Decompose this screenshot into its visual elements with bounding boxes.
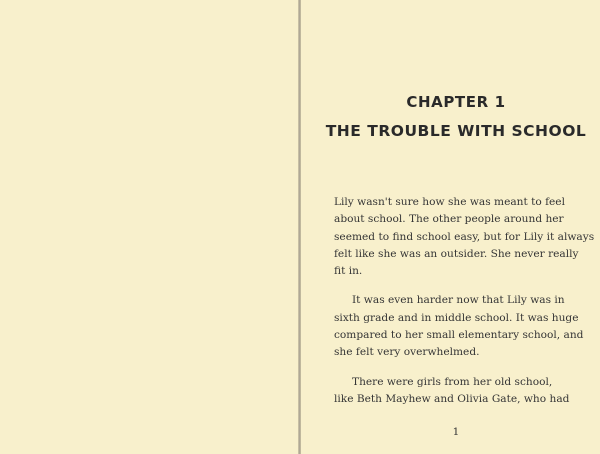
text-line: felt like she was an outsider. She never really [334, 247, 579, 260]
left-page [0, 0, 299, 454]
text-line: she felt very overwhelmed. [334, 346, 480, 359]
text-line: compared to her small elementary school, and [334, 329, 584, 342]
text-line: sixth grade and in middle school. It was huge [334, 311, 579, 324]
paragraph-3 [334, 374, 596, 409]
page-number: 1 [452, 426, 460, 438]
text-line: seemed to find school easy, but for Lily it always [334, 230, 595, 243]
text-line: It was even harder now that Lily was in [352, 294, 565, 307]
paragraph-1 [334, 194, 596, 280]
chapter-title: THE TROUBLE WITH SCHOOL [325, 122, 587, 140]
chapter-label: CHAPTER 1 [406, 93, 506, 111]
text-line: about school. The other people around her [334, 213, 564, 226]
paragraph-2 [334, 292, 596, 361]
chapter-body [334, 194, 596, 420]
text-line: There were girls from her old school, [352, 375, 553, 388]
right-page [301, 0, 600, 454]
text-line: like Beth Mayhew and Olivia Gate, who had [334, 392, 570, 405]
text-line: Lily wasn't sure how she was meant to feel [334, 196, 565, 208]
text-line: fit in. [334, 265, 363, 278]
